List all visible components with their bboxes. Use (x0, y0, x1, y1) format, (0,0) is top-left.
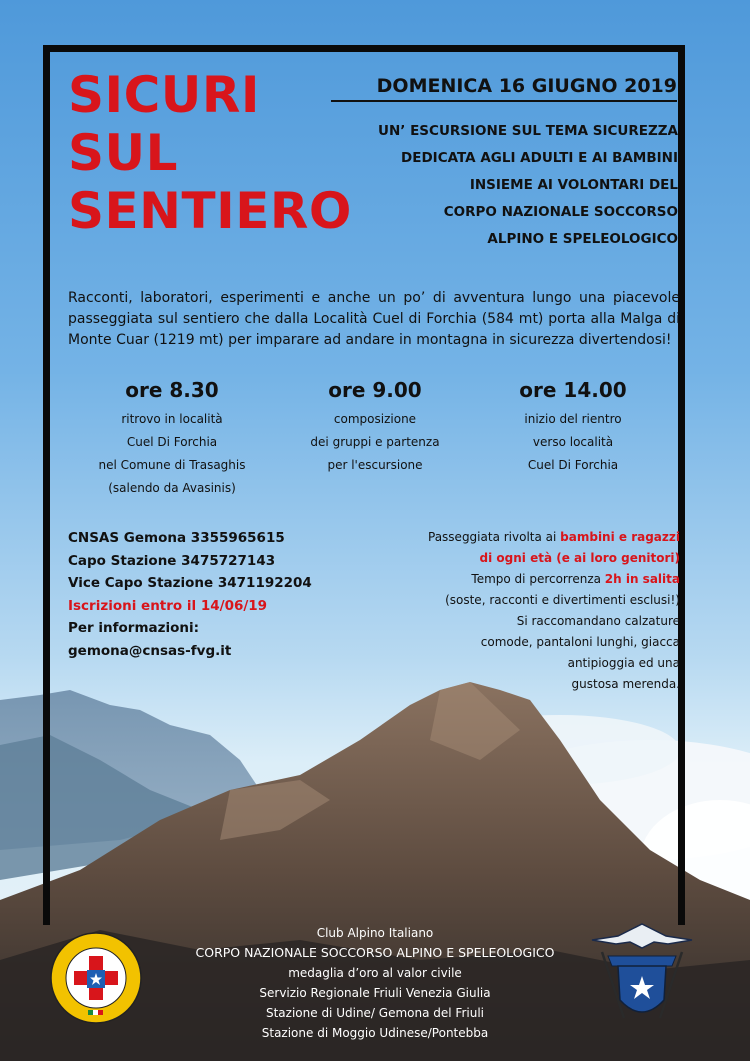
info-label: Per informazioni: (68, 620, 200, 636)
notes-highlight: bambini e ragazzi (560, 530, 680, 544)
subtitle (378, 118, 678, 253)
subtitle-line: INSIEME AI VOLONTARI DEL (469, 177, 678, 193)
contact-phone-vice: Vice Capo Stazione 3471192204 (68, 575, 312, 591)
notes-block (390, 527, 680, 695)
title-line-1: SICURI (68, 66, 261, 124)
notes-line (390, 569, 680, 590)
schedule-desc (72, 408, 272, 500)
contacts-block (68, 527, 312, 662)
schedule-line: per l'escursione (327, 458, 423, 472)
cnsas-logo (50, 932, 142, 1024)
schedule-time: ore 14.00 (519, 378, 627, 402)
schedule-line: (salendo da Avasinis) (108, 481, 236, 495)
notes-line: (soste, racconti e divertimenti esclusi!) (445, 593, 680, 607)
notes-highlight: 2h in salita (604, 572, 680, 586)
subtitle-line: UN’ ESCURSIONE SUL TEMA SICUREZZA (378, 123, 678, 139)
contact-email[interactable]: gemona@cnsas-fvg.it (68, 642, 232, 659)
footer-line: Servizio Regionale Friuli Venezia Giulia (259, 986, 491, 1000)
schedule-time: ore 9.00 (328, 378, 422, 402)
notes-line: Si raccomandano calzature (516, 614, 680, 628)
notes-text: Passeggiata rivolta ai (428, 530, 561, 544)
cai-logo (588, 922, 696, 1026)
contact-phone-gemona: CNSAS Gemona 3355965615 (68, 530, 285, 546)
poster-title (68, 66, 352, 240)
schedule-item-2 (275, 378, 475, 477)
subtitle-line: CORPO NAZIONALE SOCCORSO (443, 204, 678, 220)
intro-paragraph: Racconti, laboratori, esperimenti e anche un po’ di avventura lungo una piacevole passeggiata sul sentiero che dalla Località Cuel di Forchia (584 mt) porta alla Malga di Monte Cuar (1219 mt) per imparare ad andare in montagna in sicurezza divertendosi! (68, 290, 680, 348)
notes-highlight: di ogni età (e ai loro genitori) (479, 551, 680, 565)
schedule-item-3 (473, 378, 673, 477)
registration-deadline: Iscrizioni entro il 14/06/19 (68, 597, 268, 614)
schedule-line: nel Comune di Trasaghis (98, 458, 246, 472)
schedule-line: Cuel Di Forchia (126, 435, 218, 449)
title-line-2: SUL (68, 124, 178, 182)
schedule-item-1 (72, 378, 272, 500)
footer-credits (170, 923, 580, 1043)
schedule-line: composizione (333, 412, 417, 426)
schedule-line: Cuel Di Forchia (527, 458, 619, 472)
schedule-desc (473, 408, 673, 477)
schedule-line: verso località (532, 435, 614, 449)
contact-phone-capo: Capo Stazione 3475727143 (68, 552, 276, 569)
notes-line: comode, pantaloni lunghi, giacca (480, 635, 680, 649)
title-line-3: SENTIERO (68, 182, 352, 240)
footer-line: Stazione di Udine/ Gemona del Friuli (265, 1006, 484, 1020)
schedule-line: ritrovo in località (121, 412, 223, 426)
footer-line: CORPO NAZIONALE SOCCORSO ALPINO E SPELEOLOGICO (195, 945, 555, 960)
notes-line: gustosa merenda. (571, 677, 680, 691)
footer-line: Stazione di Moggio Udinese/Pontebba (261, 1026, 489, 1040)
schedule-line: inizio del rientro (524, 412, 622, 426)
subtitle-line: DEDICATA AGLI ADULTI E AI BAMBINI (401, 150, 678, 166)
footer-line: medaglia d’oro al valor civile (288, 966, 462, 980)
notes-line (390, 527, 680, 548)
schedule-line: dei gruppi e partenza (310, 435, 440, 449)
notes-text: Tempo di percorrenza (471, 572, 605, 586)
notes-line: antipioggia ed una (567, 656, 680, 670)
event-date: DOMENICA 16 GIUGNO 2019 (331, 75, 677, 102)
schedule-time: ore 8.30 (125, 378, 219, 402)
schedule-desc (275, 408, 475, 477)
footer-line: Club Alpino Italiano (316, 926, 434, 940)
subtitle-line: ALPINO E SPELEOLOGICO (487, 231, 678, 247)
